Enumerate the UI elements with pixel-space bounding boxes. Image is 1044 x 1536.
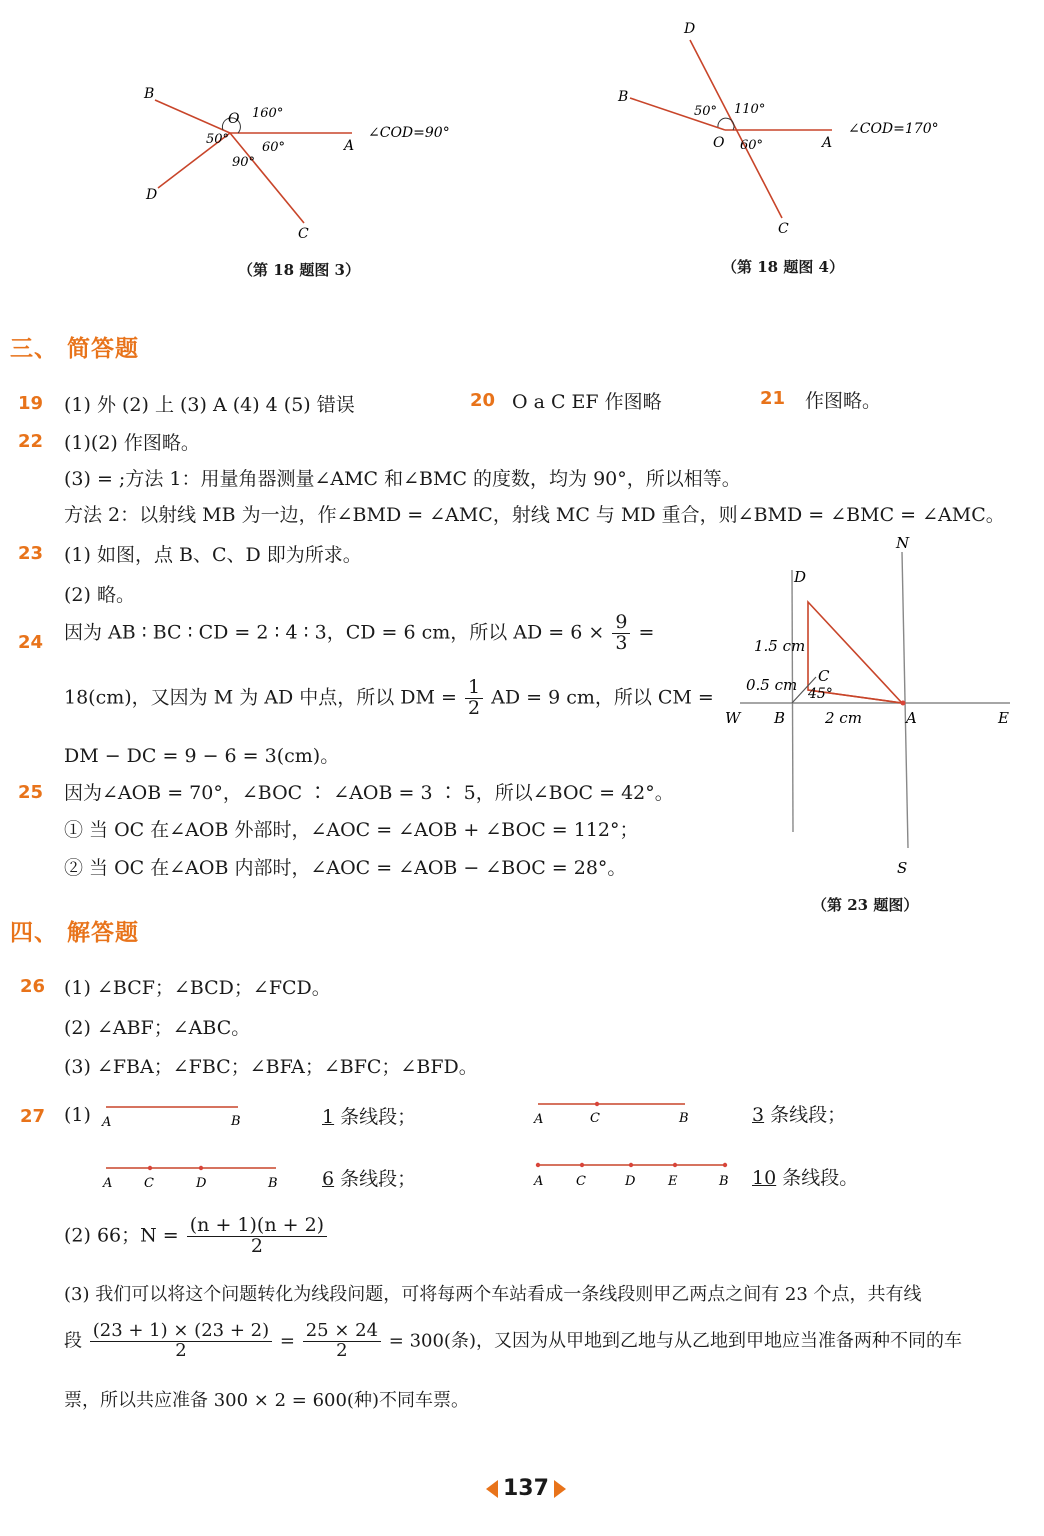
fig23-label-w: W: [725, 709, 741, 727]
q24-line-2-rest: AD = 9 cm，所以 CM =: [491, 686, 714, 709]
q27-line-2-text: (2) 66；N =: [64, 1224, 179, 1247]
q27-fraction-23: [90, 1322, 272, 1361]
fig23-label-b: B: [774, 709, 786, 727]
fig3-label-160: 160°: [252, 106, 284, 121]
q24-line-2-text: 18(cm)，又因为 M 为 AD 中点，所以 DM =: [64, 686, 457, 709]
q25-line-2: ① 当 OC 在∠AOB 外部时，∠AOC = ∠AOB + ∠BOC = 112°；: [64, 819, 639, 841]
q21-number: 21: [760, 388, 786, 409]
fig23-label-a: A: [906, 709, 917, 727]
seg4-result: [752, 1163, 858, 1190]
q26-line-3: (3) ∠FBA；∠FBC；∠BFA；∠BFC；∠BFD。: [64, 1056, 478, 1078]
q24-line-3: DM − DC = 9 − 6 = 3(cm)。: [64, 745, 340, 767]
segment-diagram-3: [98, 1160, 288, 1196]
fig4-label-b: B: [618, 89, 629, 105]
fig3-caption: （第 18 题图 3）: [238, 261, 360, 279]
fig3-label-60: 60°: [262, 140, 286, 155]
q26-line-2: (2) ∠ABF；∠ABC。: [64, 1017, 251, 1039]
q24-frac1-den: 3: [615, 631, 628, 654]
fig4-label-60: 60°: [740, 138, 764, 153]
fig3-label-50: 50°: [206, 132, 230, 147]
seg3-label-1: C: [144, 1176, 154, 1191]
q27-number: 27: [20, 1106, 46, 1127]
q20-answer: O a C EF 作图略: [512, 391, 662, 413]
q24-line-1-text: 因为 AB ∶ BC ∶ CD = 2 ∶ 4 ∶ 3，CD = 6 cm，所以 AD = 6 ×: [64, 621, 605, 644]
page-right-arrow-icon: [552, 1478, 568, 1500]
q27-line-4-start: 段: [64, 1330, 82, 1352]
q22-line-1: (1)(2) 作图略。: [64, 432, 200, 454]
seg4-suffix: 条线段。: [782, 1167, 859, 1189]
q27-frac-num: (n + 1)(n + 2): [187, 1216, 327, 1237]
q27-fraction-25: [303, 1322, 381, 1361]
q27-line-4-eq: =: [279, 1330, 295, 1352]
fig4-label-c: C: [778, 221, 789, 237]
fig23-label-45: 45°: [808, 686, 833, 702]
figure-23: [720, 530, 1030, 890]
page-left-arrow-icon: [484, 1478, 500, 1500]
seg2-count: 3: [752, 1104, 765, 1126]
q27-frac-den: 2: [250, 1234, 263, 1257]
fig4-label-50: 50°: [694, 104, 718, 119]
q24-fraction-1-2: [465, 678, 483, 719]
q27-frac2-num: (23 + 1) × (23 + 2): [90, 1322, 272, 1342]
q19-answer: (1) 外 (2) 上 (3) A (4) 4 (5) 错误: [64, 394, 355, 416]
section-4-title: 四、 解答题: [10, 920, 140, 946]
q27-part-1: (1): [64, 1104, 91, 1126]
fig23-label-2cm: 2 cm: [825, 709, 862, 727]
q27-line-3: (3) 我们可以将这个问题转化为线段问题，可将每两个车站看成一条线段则甲乙两点之间有 23 个点，共有线: [64, 1284, 922, 1305]
section-3-title: 三、 简答题: [10, 336, 140, 362]
q23-line-1: (1) 如图，点 B、C、D 即为所求。: [64, 544, 362, 566]
q24-frac2-den: 2: [467, 696, 481, 719]
seg4-label-2: D: [625, 1174, 636, 1189]
fig3-label-cod: ∠COD=90°: [368, 125, 450, 141]
q24-line-1: [64, 613, 654, 654]
q22-number: 22: [18, 431, 44, 452]
fig3-label-c: C: [298, 226, 309, 242]
seg3-label-3: B: [268, 1176, 278, 1191]
fig3-label-a: A: [344, 138, 355, 154]
seg2-label-0: A: [534, 1112, 544, 1127]
q26-line-1: (1) ∠BCF；∠BCD；∠FCD。: [64, 977, 331, 999]
q25-number: 25: [18, 782, 44, 803]
q27-frac2-den: 2: [175, 1339, 187, 1361]
q24-frac2-num: 1: [465, 678, 483, 699]
q27-line-5: 票，所以共应准备 300 × 2 = 600(种)不同车票。: [64, 1390, 469, 1411]
fig4-label-110: 110°: [734, 102, 766, 117]
fig3-label-b: B: [144, 86, 155, 102]
seg4-label-1: C: [576, 1174, 586, 1189]
seg2-label-1: C: [590, 1111, 600, 1126]
seg4-label-4: B: [719, 1174, 729, 1189]
seg4-count: 10: [752, 1167, 777, 1189]
q27-line-4: [64, 1322, 962, 1361]
seg1-label-1: B: [231, 1114, 241, 1129]
seg2-label-2: B: [679, 1111, 689, 1126]
q25-line-3: ② 当 OC 在∠AOB 内部时，∠AOC = ∠AOB − ∠BOC = 28°。: [64, 857, 627, 879]
q22-line-2: (3) = ;方法 1：用量角器测量∠AMC 和∠BMC 的度数，均为 90°，所以相等。: [64, 468, 741, 490]
seg2-suffix: 条线段；: [770, 1104, 847, 1126]
seg3-suffix: 条线段；: [340, 1168, 417, 1190]
q22-line-3: 方法 2：以射线 MB 为一边，作∠BMD = ∠AMC，射线 MC 与 MD 重合，则∠BMD = ∠BMC = ∠AMC。: [64, 504, 1005, 526]
fig23-label-0-5cm: 0.5 cm: [746, 676, 798, 694]
q21-answer: 作图略。: [805, 390, 882, 412]
q19-number: 19: [18, 393, 44, 414]
seg4-label-0: A: [534, 1174, 544, 1189]
seg3-result: [322, 1164, 416, 1191]
q24-fraction-9-3: [612, 613, 630, 654]
page-number: [484, 1476, 568, 1501]
q24-line-1-eq: =: [638, 621, 655, 644]
q25-line-1: 因为∠AOB = 70°，∠BOC ∶ ∠AOB = 3 ∶ 5，所以∠BOC = 42°。: [64, 782, 674, 804]
seg3-label-0: A: [103, 1176, 113, 1191]
fig23-label-e: E: [998, 709, 1009, 727]
q26-number: 26: [20, 976, 46, 997]
q27-frac3-num: 25 × 24: [303, 1322, 381, 1342]
seg3-label-2: D: [196, 1176, 207, 1191]
fig23-label-c: C: [818, 667, 830, 685]
seg1-suffix: 条线段；: [340, 1106, 417, 1128]
figure-18-4: [610, 15, 950, 240]
fig23-label-n: N: [896, 534, 910, 552]
q24-line-2: [64, 678, 714, 719]
fig3-label-90: 90°: [232, 155, 256, 170]
q23-number: 23: [18, 543, 44, 564]
segment-diagram-2: [530, 1096, 700, 1132]
q23-line-2: (2) 略。: [64, 584, 135, 606]
fig4-label-a: A: [822, 135, 833, 151]
fig3-label-o: O: [228, 111, 240, 127]
fig3-label-d: D: [146, 187, 158, 203]
seg3-count: 6: [322, 1168, 335, 1190]
segment-diagram-1: [98, 1098, 258, 1134]
seg2-result: [752, 1100, 846, 1127]
fig23-caption: （第 23 题图）: [812, 896, 919, 914]
fig23-label-s: S: [897, 859, 908, 877]
seg1-label-0: A: [102, 1115, 112, 1130]
q24-number: 24: [18, 632, 44, 653]
q27-line-2: [64, 1216, 329, 1257]
q27-fraction-n: [187, 1216, 327, 1257]
fig4-label-o: O: [713, 135, 725, 151]
fig4-label-d: D: [684, 21, 696, 37]
fig4-caption: （第 18 题图 4）: [722, 258, 844, 276]
q24-frac1-num: 9: [612, 613, 630, 634]
figure-18-3: [130, 75, 460, 245]
seg1-result: [322, 1102, 416, 1129]
seg1-count: 1: [322, 1106, 335, 1128]
q27-line-4-rest: = 300(条)，又因为从甲地到乙地与从乙地到甲地应当准备两种不同的车: [388, 1330, 962, 1352]
page-number-text: 137: [503, 1476, 549, 1501]
fig23-label-d: D: [794, 568, 807, 586]
seg4-label-3: E: [668, 1174, 678, 1189]
segment-diagram-4: [530, 1156, 735, 1192]
q20-number: 20: [470, 390, 496, 411]
q27-frac3-den: 2: [336, 1339, 348, 1361]
fig23-label-1-5cm: 1.5 cm: [754, 637, 806, 655]
fig4-label-cod: ∠COD=170°: [848, 121, 939, 137]
